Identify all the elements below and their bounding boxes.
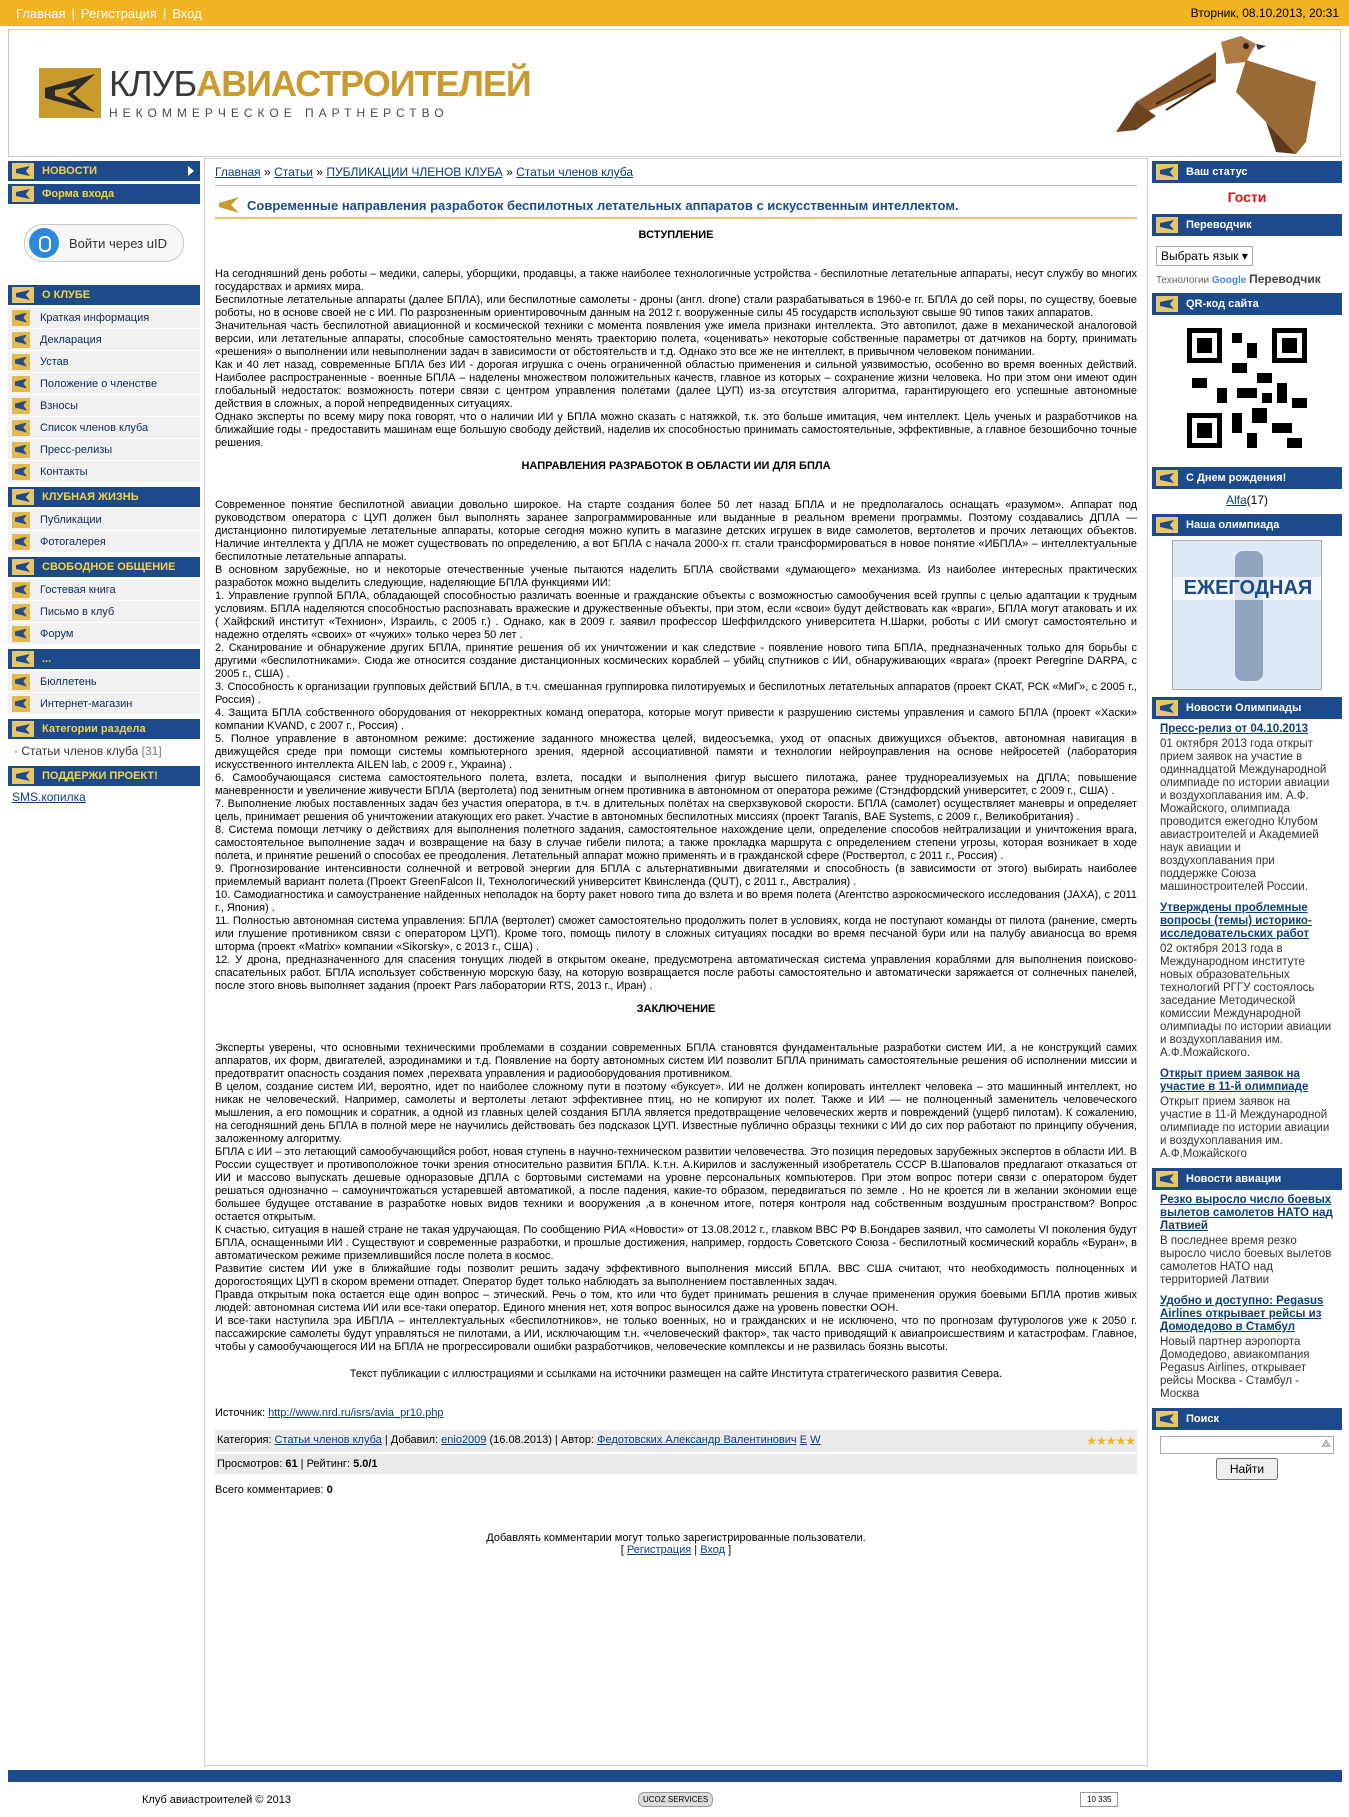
olympiad-banner[interactable] xyxy=(1152,536,1342,694)
plane-icon xyxy=(1156,517,1178,533)
qr-code-icon xyxy=(1182,323,1312,453)
news-title-link[interactable]: Утверждены проблемные вопросы (темы) историко-исследовательских работ xyxy=(1160,902,1312,940)
plane-icon xyxy=(12,582,30,598)
site-logo[interactable] xyxy=(37,64,531,122)
plane-icon xyxy=(12,310,30,326)
menu-item[interactable]: Публикации xyxy=(8,509,200,531)
login-box xyxy=(8,204,200,282)
menu-item[interactable]: Контакты xyxy=(8,461,200,483)
banner-caption: ЕЖЕГОДНАЯ xyxy=(1173,577,1322,600)
paragraph: 4. Защита БПЛА собственного оборудования от некорректных команд оператора, которые могут привести к разрушению системы управления и самого БПЛА (проект «Хаски» компании KVAND, с 2007 г., Россия) . xyxy=(215,707,1137,732)
logo-plane-icon xyxy=(37,64,103,122)
plane-icon xyxy=(12,512,30,528)
plane-icon xyxy=(12,287,34,303)
news-item: Резко выросло число боевых вылетов самолетов НАТО над Латвией В последнее время резко выросло число боевых вылетов самолетов НАТО над территорией Латвии xyxy=(1160,1194,1333,1286)
paragraph: На сегодняшний день роботы – медики, саперы, уборщики, продавцы, а также наиболее технологичные устройства - беспилотные летательные аппараты, несут службу во многих государствах и армиях мира. xyxy=(215,268,1137,293)
plane-icon xyxy=(1156,470,1178,486)
news-title-link[interactable]: Удобно и доступно: Pegasus Airlines открывает рейсы из Домодедово в Стамбул xyxy=(1160,1295,1324,1333)
paragraph: Беспилотные летательные аппараты (далее БПЛА), или беспилотные самолеты - дроны (англ. drone) стали разрабатываться в 1960-е гг. БПЛА до сей поры, по существу, боевые роботы, но в основе своей не с ИИ. По разрозненным ориентировочным данным на 2012 г. вооруженные силы 45 государств используют свыше 90 типов таких аппаратов. xyxy=(215,294,1137,319)
paragraph: В основном зарубежные, но и некоторые отечественные ученые пытаются наделить БПЛА свойствами «думающего» механизма. Из наиболее интересных практических разработок можно выделить следующие, наделяющие БПЛА функциями ИИ: xyxy=(215,564,1137,589)
language-select[interactable]: Выбрать язык ▾ xyxy=(1156,246,1253,266)
menu-item[interactable]: Форум xyxy=(8,623,200,645)
plane-icon xyxy=(12,489,34,505)
news-item: Пресс-релиз от 04.10.2013 01 октября 2013 года открыт прием заявок на участие в одиннадцатой Международной олимпиаде по истории авиации и воздухоплавания им. А.Ф. Можайского, олимпиада проводится ежегодно Клубом авиастроителей и Академией наук авиации и воздухоплавания при поддержке Союза машиностроителей России. xyxy=(1152,719,1342,898)
email-link[interactable]: E xyxy=(799,1434,808,1446)
logo-word-avia: АВИАСТРОИТЕЛЕЙ xyxy=(196,63,531,104)
plane-icon xyxy=(12,464,30,480)
menu-item[interactable]: Письмо в клуб xyxy=(8,601,200,623)
visit-counter[interactable]: 10 335 xyxy=(1080,1792,1118,1807)
plane-icon xyxy=(1156,1411,1178,1427)
translator-widget xyxy=(1152,236,1342,290)
menu-item[interactable]: Пресс-релизы xyxy=(8,439,200,461)
plane-icon xyxy=(12,534,30,550)
logo-word-club: КЛУБ xyxy=(109,63,197,104)
plane-icon xyxy=(12,354,30,370)
plane-icon xyxy=(12,420,30,436)
search-input[interactable] xyxy=(1160,1436,1334,1454)
news-title-link[interactable]: Пресс-релиз от 04.10.2013 xyxy=(1160,723,1308,735)
google-logo: Google xyxy=(1211,275,1247,286)
paragraph: Значительная часть беспилотной авиационной и космической техники с момента появления уже имела признаки интеллекта. Это автопилот, даже в механической аналоговой версии, или летательные аппараты, способные самостоятельно менять траекторию полета, «оценивать» некоторые собственные параметры от датчиков на борту, принимать «решения» о выполнении или невыполнении задач в зависимости от обстоятельств и т.д. Однако это все же не интеллект, в привычном человеком понимании. xyxy=(215,320,1137,358)
plane-icon xyxy=(12,651,34,667)
aviation-news-header: Новости авиации xyxy=(1152,1168,1342,1190)
club-life-menu xyxy=(8,509,200,553)
login-form-header: Форма входа xyxy=(8,184,200,204)
main-content xyxy=(204,158,1148,1766)
news-title-link[interactable]: Открыт прием заявок на участие в 11-й олимпиаде xyxy=(1160,1068,1309,1093)
right-sidebar xyxy=(1152,158,1342,1486)
breadcrumb-link[interactable]: Статьи xyxy=(274,165,313,179)
dropdown-arrow-icon: ▾ xyxy=(1241,249,1248,263)
about-header: О КЛУБЕ xyxy=(8,285,200,305)
uid-login-button[interactable]: Войти через uID xyxy=(24,224,184,262)
translator-header: Переводчик xyxy=(1152,214,1342,236)
plane-icon xyxy=(12,186,34,202)
birthday-header: С Днем рождения! xyxy=(1152,467,1342,489)
paragraph: Эксперты уверены, что основными техническими проблемами в создании современных БПЛА становятся фундаментальные разработки систем ИИ, а не конструкций самих аппаратов, их форм, двигателей, аэродинамики и т.д. Появление на борту автономных систем ИИ позволит БПЛА принимать самостоятельные решения об исполнении миссии и предотвратит опасность создания помех ,перехвата управления и радиооборудования противником. xyxy=(215,1042,1137,1080)
plane-icon xyxy=(1156,1171,1178,1187)
news-title-link[interactable]: Резко выросло число боевых вылетов самолетов НАТО над Латвией xyxy=(1160,1194,1333,1232)
club-life-header: КЛУБНАЯ ЖИЗНЬ xyxy=(8,487,200,507)
paragraph: 2. Сканирование и обнаружение других БПЛА, принятие решения об их уничтожении и как следствие - появление нового типа БПЛА, предназначенных только для борьбы с другими «беспилотниками». Сюда же относится создание дистанционных космических кораблей – убийц спутников с ИИ, обнаруживающих «врага» (проект Peregrine DARPA, с 2005 г., США) . xyxy=(215,642,1137,680)
paragraph: 6. Самообучающаяся система самостоятельного полета, взлета, посадки и выполнения фигур высшего пилотажа, ранее труднореализуемых на ДПЛА; повышение маневренности и увеличение живучести БПЛА (вертолета) под зенитным огнем противника в автономном от оператора режиме (Стэндфордский университет, с 2009 г., США) . xyxy=(215,772,1137,797)
plane-icon xyxy=(12,163,34,179)
paragraph: 8. Система помощи летчику о действиях для выполнения полетного задания, самостоятельное нахождение цели, определение способов нейтрализации и уничтожения врага, самостоятельное выполнение задач и возвращение на базу в случае гибели пилота; а также прокладка маршрута с определением степени угрозы, которая возникает в ходе полета, и принятие решений о способах ее преодоления. Летательный аппарат можно применять и в гражданской сфере (Роствертол, с 2011 г., Россия) . xyxy=(215,824,1137,862)
breadcrumb-link[interactable]: Статьи членов клуба xyxy=(516,165,634,179)
comments-auth-links: [ Регистрация | Вход ] xyxy=(620,1544,732,1556)
site-header xyxy=(8,29,1341,157)
plane-icon xyxy=(12,674,30,690)
qr-header: QR-код сайта xyxy=(1152,293,1342,315)
breadcrumb: Главная » Статьи » ПУБЛИКАЦИИ ЧЛЕНОВ КЛУБА » Статьи членов клуба xyxy=(215,165,1137,186)
article-title: Современные направления разработок беспилотных летательных аппаратов с искусственным интеллектом. xyxy=(215,194,1137,219)
birthday-list: Alfa(17) xyxy=(1225,493,1269,507)
section-heading: ВСТУПЛЕНИЕ xyxy=(638,229,714,241)
top-bar xyxy=(0,0,1349,26)
olympiad-news-header: Новости Олимпиады xyxy=(1152,697,1342,719)
menu-item[interactable]: Краткая информация xyxy=(8,307,200,329)
google-translate-credit: Технологии Google Переводчик xyxy=(1156,272,1321,286)
source-link[interactable]: http://www.nrd.ru/isrs/avia_pr10.php xyxy=(268,1407,444,1419)
comments-note: Добавлять комментарии могут только зарегистрированные пользователи. xyxy=(486,1532,866,1544)
search-icon: ⟁ xyxy=(1321,1438,1331,1450)
uid-icon xyxy=(29,228,59,258)
copyright: Клуб авиастроителей © 2013 xyxy=(142,1794,291,1806)
category-link[interactable]: Статьи членов клуба xyxy=(274,1434,382,1446)
web-link[interactable]: W xyxy=(810,1434,821,1446)
plane-icon xyxy=(12,721,34,737)
birthday-user-link[interactable]: Alfa xyxy=(1225,493,1247,507)
plane-icon xyxy=(1156,164,1178,180)
breadcrumb-link[interactable]: Главная xyxy=(215,165,261,179)
search-header: Поиск xyxy=(1152,1408,1342,1430)
nav-login-link[interactable]: Вход xyxy=(172,5,202,21)
categories-header: Категории раздела xyxy=(8,719,200,739)
news-block-header[interactable]: НОВОСТИ xyxy=(8,161,200,181)
dots-header: ... xyxy=(8,649,200,669)
menu-item[interactable]: Положение о членстве xyxy=(8,373,200,395)
plane-icon xyxy=(1156,217,1178,233)
menu-item[interactable]: Список членов клуба xyxy=(8,417,200,439)
trophy-image xyxy=(1235,551,1263,681)
section-heading: НАПРАВЛЕНИЯ РАЗРАБОТОК В ОБЛАСТИ ИИ ДЛЯ БПЛА xyxy=(521,460,831,472)
about-menu xyxy=(8,307,200,483)
plane-icon xyxy=(12,626,30,642)
category-item[interactable]: · Статьи членов клуба [31] xyxy=(14,744,162,758)
menu-item[interactable]: Гостевая книга xyxy=(8,579,200,601)
news-item: Открыт прием заявок на участие в 11-й олимпиаде Открыт прием заявок на участие в 11-й Международной олимпиаде по истории авиации и воздухоплавания им. А.Ф.Можайского xyxy=(1152,1064,1342,1165)
news-item: Утверждены проблемные вопросы (темы) историко-исследовательских работ 02 октября 2013 года в Международном институте новых образовательных технологий РГГУ состоялось заседание Методической комиссии Международной олимпиады по истории авиации и воздухоплавания им. А.Ф.Можайского. xyxy=(1152,898,1342,1064)
paragraph: 5. Полное управление в автономном режиме: достижение заданного множества целей, видеосъемка, уход от опасных движущихся объектов, автономная навигация в движущейся среде при помощи системы компьютерного зрения, ядерной ассоциативной памяти и технологии нейроуправления на основе нейросетей (лаборатория искусственного интеллекта AILEN lab, с 2009 г., Украина) . xyxy=(215,733,1137,771)
source-line: Источник: http://www.nrd.ru/isrs/avia_pr10.php xyxy=(215,1407,444,1419)
paragraph: 11. Полностью автономная система управления: БПЛА (вертолет) сможет самостоятельно продолжить полет в условиях, когда не поступают команды от пилота (ранение, смерть или глушение противником связи с оператором ЦУП). Кроме того, помощь пилоту в сложных ситуациях посадки во время песчаной бури или на палубу авианосца во время шторма (проект «Matrix» компании «Sikorsky», с 2013 г., США) . xyxy=(215,915,1137,953)
paragraph: Однако эксперты по всему миру пока говорят, что о наличии ИИ у БПЛА можно сказать с натяжкой, т.к. это больше имитация, чем интеллект. Цель ученых и разработчиков на ближайшие годы - предоставить машинам еще большую свободу действий, наделив их способностью принимать самостоятельные, эффективные, а главное безошибочно точные решения. xyxy=(215,411,1137,449)
article-body xyxy=(215,229,1137,1420)
top-nav: Главная | Регистрация | Вход xyxy=(16,5,202,21)
paragraph: В целом, создание систем ИИ, вероятно, идет по наиболее сложному пути в поэтому «буксует». ИИ не должен копировать интеллект человека – это машинный интеллект, но никак не человеческий. Например, самолеты и вертолеты летают эффективнее птиц, но не копируют их полет. Также и ИИ — не полноценный заменитель человеческого мышления, а его помощник и соратник, а одной из главных целей создания БПЛА является предотвращение человеческих жертв и повреждений (ущерб пилотам). К сожалению, на сегодняшний день БПЛА в полной мере не научились действовать без подсказок ЦУП. Известные публично образцы техники с ИИ до сих пор работают по принципу обучения, заложенному алгоритму. xyxy=(215,1081,1137,1145)
plane-icon xyxy=(12,696,30,712)
dots-menu xyxy=(8,671,200,715)
plane-icon xyxy=(1156,296,1178,312)
sms-link[interactable]: SMS.копилка xyxy=(12,790,86,804)
paragraph: Как и 40 лет назад, современные БПЛА без ИИ - дорогая игрушка с очень ограниченной областью применения и сильной уязвимостью, особенно во время военных действий. Наиболее распространенные - военные БПЛА – наделены множеством положительных качеств, главное из которых – сохранение жизни человека. Но при этом они имеют один глобальный недостаток: возможность потери связи с центром управления полетами (далее ЦУП) из-за отсутствия алгоритма, гарантирующего его успешные автономные действия в сложных, а порой непредвиденных ситуациях. xyxy=(215,359,1137,410)
nav-home-link[interactable]: Главная xyxy=(16,5,66,21)
paragraph: 9. Прогнозирование интенсивности солнечной и ветровой энергии для БПЛА с альтернативными двигателями и способность (в зависимости от этого) выбирать наиболее приемлемый вариант полета (Проект GreenFalcon II, Технологический университет Квинсленда (QUT), с 2011 г., Австралия) . xyxy=(215,863,1137,888)
menu-item[interactable]: Взносы xyxy=(8,395,200,417)
footer-bar xyxy=(8,1770,1342,1782)
breadcrumb-link[interactable]: ПУБЛИКАЦИИ ЧЛЕНОВ КЛУБА xyxy=(326,165,503,179)
olympiad-header: Наша олимпиада xyxy=(1152,514,1342,536)
views-rating: Просмотров: 61 | Рейтинг: 5.0/1 xyxy=(215,1454,1137,1474)
article-meta: Категория: Статьи членов клуба | Добавил: enio2009 (16.08.2013) | Автор: Федотовских Александр Валентинович E W ★★★★★ xyxy=(215,1430,1137,1452)
paragraph: Развитие систем ИИ уже в ближайшие годы позволит решить задачу эффективного выполнения миссий БПЛА. ВВС США считают, что необходимость полноценных и дорогостоящих ЦУП в скором времени отпадет. Оператор будет только наблюдать за выполнением поставленных задач. xyxy=(215,1263,1137,1288)
plane-icon xyxy=(12,604,30,620)
plane-icon xyxy=(12,442,30,458)
user-status: Гости xyxy=(1227,189,1267,205)
paragraph: Правда открытым пока остается еще один вопрос – этический. Речь о том, кто или что будет принимать решения в случае применения оружия боевыми БПЛА против живых людей: автономная система ИИ или все-таки оператор. Единого мнения нет, хотя вопрос выносился даже на уровень повестки ООН. xyxy=(215,1289,1137,1314)
plane-icon xyxy=(12,559,34,575)
kestrel-bird-image xyxy=(1106,32,1326,156)
menu-item[interactable]: Декларация xyxy=(8,329,200,351)
qr-code-box xyxy=(1152,315,1342,464)
news-item: Удобно и доступно: Pegasus Airlines открывает рейсы из Домодедово в Стамбул Новый партнер аэропорта Домодедово, авиакомпания Pegasus Airlines, открывает рейсы Москва - Стамбул - Москва xyxy=(1152,1291,1342,1405)
paragraph: 12. У дрона, предназначенного для спасения тонущих людей в открытом океане, предусмотрена автоматическая система управления кораблями для выполнения поисково-спасательных работ. БПЛА использует собственную морскую базу, на которую возвращается после работы самостоятельно и автоматически заряжается от солнечных панелей, после этого вновь выполняет задания (проект Pars лаборатории RTS, 2013 г., Иран) . xyxy=(215,954,1137,992)
footer xyxy=(0,1794,1349,1814)
register-link[interactable]: Регистрация xyxy=(626,1544,692,1556)
search-box xyxy=(1152,1430,1342,1486)
author-user-link[interactable]: enio2009 xyxy=(441,1434,487,1446)
menu-item[interactable]: Интернет-магазин xyxy=(8,693,200,715)
plane-icon xyxy=(12,398,30,414)
plane-icon xyxy=(12,332,30,348)
plane-icon xyxy=(12,768,34,784)
paragraph: К счастью, ситуация в нашей стране не такая удручающая. По сообщению РИА «Новости» от 13.08.2012 г., главком ВВС РФ В.Бондарев заявил, что самолеты VI поколения будут БПЛА, оснащенными ИИ . Существуют и современные разработки, и прошлые достижения, например, гордость Советского Союза - беспилотный космический корабль «Буран», в автоматическом режиме приземлившийся после полета в космос. xyxy=(215,1224,1137,1262)
menu-item[interactable]: Устав xyxy=(8,351,200,373)
rating-stars[interactable]: ★★★★★ xyxy=(1086,1434,1135,1448)
paragraph: 3. Способность к организации групповых действий БПЛА, в т.ч. смешанная группировка пилотируемых и беспилотных летательных аппаратов (проект СКАТ, РСК «МиГ», с 2005 г., Россия) . xyxy=(215,681,1137,706)
support-header: ПОДДЕРЖИ ПРОЕКТ! xyxy=(8,766,200,786)
left-sidebar xyxy=(8,158,200,808)
status-header: Ваш статус xyxy=(1152,161,1342,183)
plane-icon xyxy=(12,376,30,392)
paragraph: БПЛА с ИИ – это летающий самообучающийся робот, новая ступень в научно-техническом развитии человечества. Это позиция передовых зарубежных экспертов в области ИИ. В России существует и противоположное точки зрения относительно развития БПЛА. К.т.н. А.Кирилов и заслуженный изобретатель СССР В.Шаповалов предлагают отказаться от ИИ и массово выпускать дешевые одноразовые ДПЛА с бортовыми системами на уровне персональных компьютеров. При этом вопрос потери связи с оператором будет решаться однозначно – самоуничтожаться устаревшей автоматикой, а после падения, какие-то образом, передвигаться по земле . Но не кроется ли в желании экономии еще большее будущее отставание в разработке новых видов техники и вооружения ,а в конечном итоге, потеря контроля над собственным воздушным пространством? Вопрос остается открытым. xyxy=(215,1146,1137,1223)
paragraph: Современное понятие беспилотной авиации довольно широкое. На старте создания более 50 лет назад БПЛА и не предполагалось оснащать «разумом». Аппарат под руководством оператора с ЦУП должен был выполнять заранее запрограммированные или выданные в реальном времени программы. Поэтому создавались ДПЛА — дистанционно пилотируемые летательные аппараты, которые сегодня можно купить в магазине детских игрушек в виде самолетов, вертолетов и прочих летающих объектов. Наличие интеллекта у ДПЛА не может существовать по определению, а вот БПЛА с начала 2000-х гг. стали трансформироваться в новое понятие «ИБПЛА» – интеллектуальные беспилотные летательные аппараты. xyxy=(215,499,1137,563)
plane-icon xyxy=(217,196,241,214)
menu-item[interactable]: Бюллетень xyxy=(8,671,200,693)
section-heading: ЗАКЛЮЧЕНИЕ xyxy=(636,1003,716,1015)
author-link[interactable]: Федотовских Александр Валентинович xyxy=(597,1434,797,1446)
ucoz-badge[interactable]: UCOZ SERVICES xyxy=(638,1792,713,1807)
free-talk-menu xyxy=(8,579,200,645)
nav-register-link[interactable]: Регистрация xyxy=(80,5,157,21)
paragraph: 10. Самодиагностика и самоустранение найденных неполадок на борту ракет нового типа до взлета и во время полета (Агентство аэрокосмического исследования (JAXA), с 2011 г., Япония) . xyxy=(215,889,1137,914)
paragraph: 7. Выполнение любых поставленных задач без участия оператора, в т.ч. в длительных полётах на сверхзвуковой скорости. БПЛА (самолет) осуществляет маневры и определяет цель, принимает решения об уничтожении атакующих его ракет. Участие в автономных беспилотных миссиях (проект Taranis, BAE Systems, с 2009 г., Великобритания) . xyxy=(215,798,1137,823)
paragraph: 1. Управление группой БПЛА, обладающей способностью различать военные и гражданские объекты с возможностью самообучения всей группы с целью адаптации к трудным условиям. БПЛА наделяются способностью распознавать вражеские и дружественные объекты, при этом, если «свои» будут действовать как «враги», БПЛА могут атаковать и их ( Хайфский институт «Технион», Израиль, с 2005 г.) . Однако, как в 2009 г. заявил профессор Шеффилдского университета Н.Шарки, роботы с ИИ смогут самостоятельно и надежно отделять «своих» от «чужих» только через 50 лет . xyxy=(215,590,1137,641)
plane-icon xyxy=(1156,700,1178,716)
free-talk-header: СВОБОДНОЕ ОБЩЕНИЕ xyxy=(8,557,200,577)
logo-subtitle: НЕКОММЕРЧЕСКОЕ ПАРТНЕРСТВО xyxy=(109,106,449,120)
search-button[interactable]: Найти xyxy=(1216,1458,1278,1480)
menu-item[interactable]: Фотогалерея xyxy=(8,531,200,553)
note-paragraph: Текст публикации с иллюстрациями и ссылками на источники размещен на сайте Института стратегического развития Севера. xyxy=(349,1368,1003,1380)
paragraph: И все-таки наступила эра ИБПЛА – интеллектуальных «беспилотников», не только военных, но и гражданских и не исключено, что по прогнозам футурологов уже к 2050 г. пассажирские самолеты будут управляться не пилотами, а ИИ, исключающим т.н. «человеческий фактор», так часто приводящий к авиапроисшествиям и катастрофам. Главное, чтобы у самообучающегося ИИ на БПЛА не прогрессировали ошибки разработчиков, человеческие комплексы и не развилась боязнь высоты. xyxy=(215,1315,1137,1353)
comments-count: Всего комментариев: 0 xyxy=(215,1484,333,1496)
login-link[interactable]: Вход xyxy=(700,1544,726,1556)
arrow-right-icon xyxy=(188,166,194,176)
current-date: Вторник, 08.10.2013, 20:31 xyxy=(1190,6,1339,20)
